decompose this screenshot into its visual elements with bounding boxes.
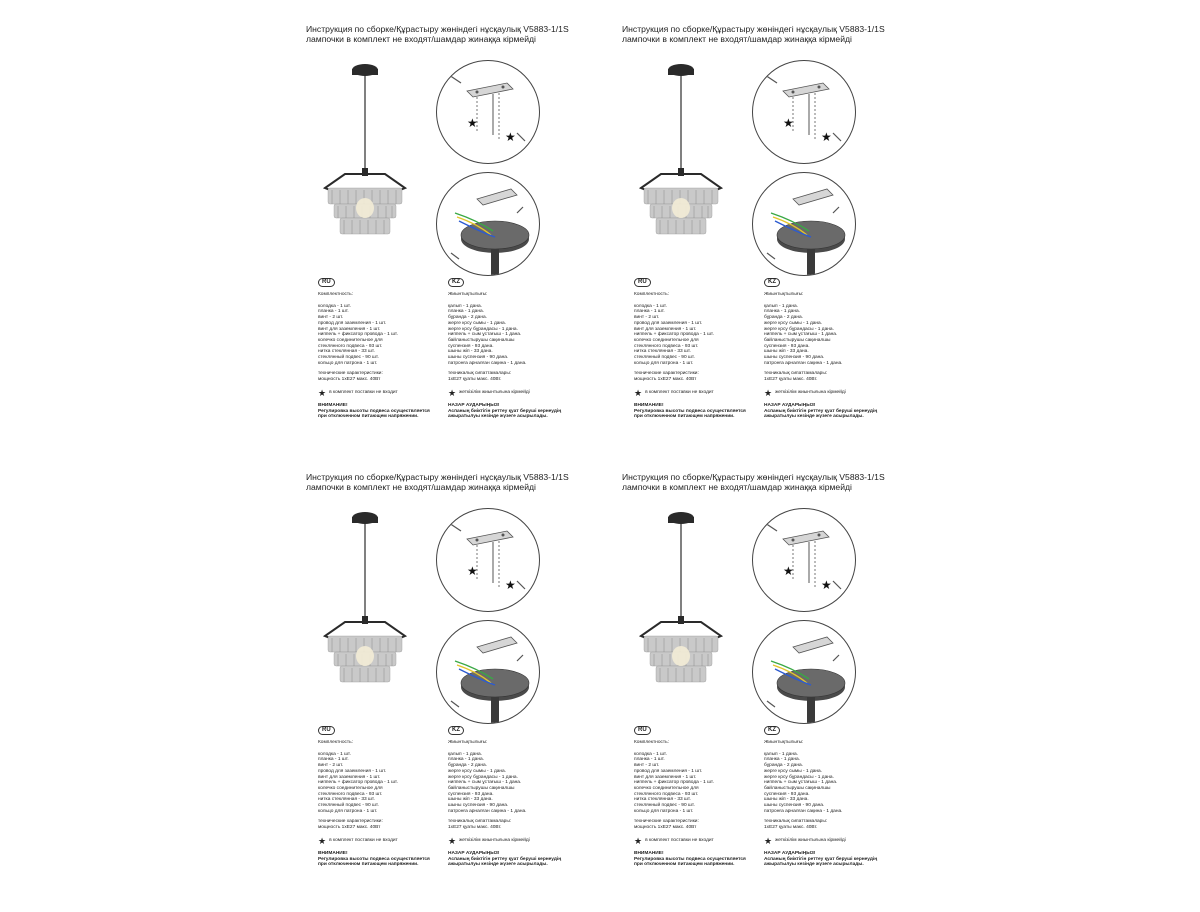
svg-text:★: ★ [505, 130, 516, 144]
svg-text:★: ★ [467, 564, 478, 578]
ru-badge: RU [318, 278, 335, 287]
wiring-diagram [436, 620, 540, 724]
ru-specs-label: технические характеристики: [318, 371, 383, 377]
ru-items: колодка - 1 шт. планка - 1 шт. винт - 2 шт. провод для заземления - 1 шт. винт для заземления - 1 шт. ниппель + фиксатор провода - 1 шт. колечко соединительное для стеклянного подвеса - 93 шт. нитка стеклянная - 33 шт. стеклянный подвес - 90 шт. кольцо для патрона - 1 шт. [634, 303, 714, 366]
kz-star-note: ★ жеткізілім жиынтығына кірмейді [764, 387, 846, 398]
kz-label: Жиынтықтылығы: [764, 740, 804, 745]
kz-badge: KZ [448, 726, 464, 735]
mounting-plate-diagram [752, 60, 856, 164]
sheet-title: Инструкция по сборке/Құрастыру жөніндегі нұсқаулық V5883-1/1S лампочки в комплект не входят/шамдар жинаққа кірмейді [622, 24, 885, 44]
ru-star-note: ★ в комплект поставки не входит [318, 387, 398, 398]
ru-badge: RU [318, 726, 335, 735]
kz-items: қалып - 1 дана. планка - 1 дана. бұранда - 2 дана. жерге қосу сымы - 1 дана. жерге қосу бұрандасы - 1 дана. ниппель + сым ұстағыш - 1 дана. байланыстырушы сақиналшы суспензия - 93 дана. шыны жіп - 33 дана. шыны суспензия - 90 дана. патронға арналған сақина - 1 дана. [448, 751, 527, 814]
svg-text:★: ★ [821, 130, 832, 144]
instruction-sheet [306, 472, 606, 912]
chandelier-illustration [636, 508, 726, 708]
ru-badge: RU [634, 726, 651, 735]
svg-text:★: ★ [505, 578, 516, 592]
ru-warning: ВНИМАНИЕ! Регулировка высоты подвеса осуществляется при отключенном питающем напряжении. [318, 850, 430, 868]
kz-specs-value: 1хЕ27 қуаты макс. 40Вт. [448, 377, 502, 383]
ru-specs-label: технические характеристики: [634, 371, 699, 377]
ru-warning: ВНИМАНИЕ! Регулировка высоты подвеса осуществляется при отключенном питающем напряжении. [318, 402, 430, 420]
kz-items: қалып - 1 дана. планка - 1 дана. бұранда - 2 дана. жерге қосу сымы - 1 дана. жерге қосу бұрандасы - 1 дана. ниппель + сым ұстағыш - 1 дана. байланыстырушы сақиналшы суспензия - 93 дана. шыны жіп - 33 дана. шыны суспензия - 90 дана. патронға арналған сақина - 1 дана. [448, 303, 527, 366]
kz-warning: НАЗАР АУДАРЫҢЫЗ! Аспаның биіктігін реттеу қуат беруші кернеудің ажыратылуы кезінде жүзеге асырылады. [764, 850, 878, 868]
kz-specs-label: техникалық сипаттамалары: [764, 819, 828, 825]
svg-text:★: ★ [467, 116, 478, 130]
kz-label: Жиынтықтылығы: [764, 292, 804, 297]
kz-specs-label: техникалық сипаттамалары: [448, 819, 512, 825]
star-icon: ★ [634, 835, 643, 846]
kz-badge: KZ [448, 278, 464, 287]
wiring-diagram [436, 172, 540, 276]
sheet-title: Инструкция по сборке/Құрастыру жөніндегі нұсқаулық V5883-1/1S лампочки в комплект не входят/шамдар жинаққа кірмейді [622, 472, 885, 492]
mounting-plate-diagram [436, 60, 540, 164]
kz-specs-label: техникалық сипаттамалары: [764, 371, 828, 377]
kz-specs-value: 1хЕ27 қуаты макс. 40Вт. [764, 825, 818, 831]
sheet-title: Инструкция по сборке/Құрастыру жөніндегі нұсқаулық V5883-1/1S лампочки в комплект не входят/шамдар жинаққа кірмейді [306, 24, 569, 44]
mounting-plate-diagram [436, 508, 540, 612]
star-icon: ★ [318, 835, 327, 846]
kz-star-note: ★ жеткізілім жиынтығына кірмейді [448, 835, 530, 846]
ru-specs-label: технические характеристики: [634, 819, 699, 825]
kz-column [764, 726, 889, 868]
star-icon: ★ [448, 387, 457, 398]
chandelier-illustration [320, 508, 410, 708]
ru-warning: ВНИМАНИЕ! Регулировка высоты подвеса осуществляется при отключенном питающем напряжении. [634, 402, 746, 420]
ru-column [318, 726, 443, 868]
sheet-title: Инструкция по сборке/Құрастыру жөніндегі нұсқаулық V5883-1/1S лампочки в комплект не входят/шамдар жинаққа кірмейді [306, 472, 569, 492]
kz-warning: НАЗАР АУДАРЫҢЫЗ! Аспаның биіктігін реттеу қуат беруші кернеудің ажыратылуы кезінде жүзеге асырылады. [764, 402, 878, 420]
star-icon: ★ [764, 835, 773, 846]
kz-specs-value: 1хЕ27 қуаты макс. 40Вт. [448, 825, 502, 831]
kz-warning: НАЗАР АУДАРЫҢЫЗ! Аспаның биіктігін реттеу қуат беруші кернеудің ажыратылуы кезінде жүзеге асырылады. [448, 402, 562, 420]
wiring-diagram [752, 172, 856, 276]
ru-specs-value: мощность 1хЕ27 макс. 40Вт [318, 377, 381, 383]
kz-items: қалып - 1 дана. планка - 1 дана. бұранда - 2 дана. жерге қосу сымы - 1 дана. жерге қосу бұрандасы - 1 дана. ниппель + сым ұстағыш - 1 дана. байланыстырушы сақиналшы суспензия - 93 дана. шыны жіп - 33 дана. шыны суспензия - 90 дана. патронға арналған сақина - 1 дана. [764, 303, 843, 366]
svg-text:★: ★ [821, 578, 832, 592]
ru-specs-value: мощность 1хЕ27 макс. 40Вт [634, 377, 697, 383]
star-icon: ★ [764, 387, 773, 398]
ru-label: Комплектность: [318, 292, 353, 297]
ru-star-note: ★ в комплект поставки не входит [318, 835, 398, 846]
kz-badge: KZ [764, 278, 780, 287]
instruction-sheet [306, 24, 606, 464]
kz-star-note: ★ жеткізілім жиынтығына кірмейді [448, 387, 530, 398]
ru-warning: ВНИМАНИЕ! Регулировка высоты подвеса осуществляется при отключенном питающем напряжении. [634, 850, 746, 868]
kz-badge: KZ [764, 726, 780, 735]
star-icon: ★ [634, 387, 643, 398]
ru-items: колодка - 1 шт. планка - 1 шт. винт - 2 шт. провод для заземления - 1 шт. винт для заземления - 1 шт. ниппель + фиксатор провода - 1 шт. колечко соединительное для стеклянного подвеса - 93 шт. нитка стеклянная - 33 шт. стеклянный подвес - 90 шт. кольцо для патрона - 1 шт. [634, 751, 714, 814]
kz-column [448, 278, 573, 420]
svg-text:★: ★ [783, 116, 794, 130]
mounting-plate-diagram [752, 508, 856, 612]
ru-items: колодка - 1 шт. планка - 1 шт. винт - 2 шт. провод для заземления - 1 шт. винт для заземления - 1 шт. ниппель + фиксатор провода - 1 шт. колечко соединительное для стеклянного подвеса - 93 шт. нитка стеклянная - 33 шт. стеклянный подвес - 90 шт. кольцо для патрона - 1 шт. [318, 303, 398, 366]
kz-column [448, 726, 573, 868]
ru-label: Комплектность: [634, 740, 669, 745]
svg-text:★: ★ [783, 564, 794, 578]
ru-star-note: ★ в комплект поставки не входит [634, 835, 714, 846]
ru-star-note: ★ в комплект поставки не входит [634, 387, 714, 398]
ru-column [634, 726, 759, 868]
ru-items: колодка - 1 шт. планка - 1 шт. винт - 2 шт. провод для заземления - 1 шт. винт для заземления - 1 шт. ниппель + фиксатор провода - 1 шт. колечко соединительное для стеклянного подвеса - 93 шт. нитка стеклянная - 33 шт. стеклянный подвес - 90 шт. кольцо для патрона - 1 шт. [318, 751, 398, 814]
wiring-diagram [752, 620, 856, 724]
instruction-sheet [622, 472, 922, 912]
kz-items: қалып - 1 дана. планка - 1 дана. бұранда - 2 дана. жерге қосу сымы - 1 дана. жерге қосу бұрандасы - 1 дана. ниппель + сым ұстағыш - 1 дана. байланыстырушы сақиналшы суспензия - 93 дана. шыны жіп - 33 дана. шыны суспензия - 90 дана. патронға арналған сақина - 1 дана. [764, 751, 843, 814]
kz-specs-label: техникалық сипаттамалары: [448, 371, 512, 377]
instruction-sheet [622, 24, 922, 464]
ru-label: Комплектность: [634, 292, 669, 297]
ru-label: Комплектность: [318, 740, 353, 745]
ru-badge: RU [634, 278, 651, 287]
kz-specs-value: 1хЕ27 қуаты макс. 40Вт. [764, 377, 818, 383]
star-icon: ★ [318, 387, 327, 398]
chandelier-illustration [636, 60, 726, 260]
kz-label: Жиынтықтылығы: [448, 740, 488, 745]
kz-column [764, 278, 889, 420]
ru-specs-value: мощность 1хЕ27 макс. 40Вт [634, 825, 697, 831]
star-icon: ★ [448, 835, 457, 846]
chandelier-illustration [320, 60, 410, 260]
ru-column [634, 278, 759, 420]
ru-column [318, 278, 443, 420]
kz-label: Жиынтықтылығы: [448, 292, 488, 297]
kz-star-note: ★ жеткізілім жиынтығына кірмейді [764, 835, 846, 846]
kz-warning: НАЗАР АУДАРЫҢЫЗ! Аспаның биіктігін реттеу қуат беруші кернеудің ажыратылуы кезінде жүзеге асырылады. [448, 850, 562, 868]
ru-specs-label: технические характеристики: [318, 819, 383, 825]
ru-specs-value: мощность 1хЕ27 макс. 40Вт [318, 825, 381, 831]
